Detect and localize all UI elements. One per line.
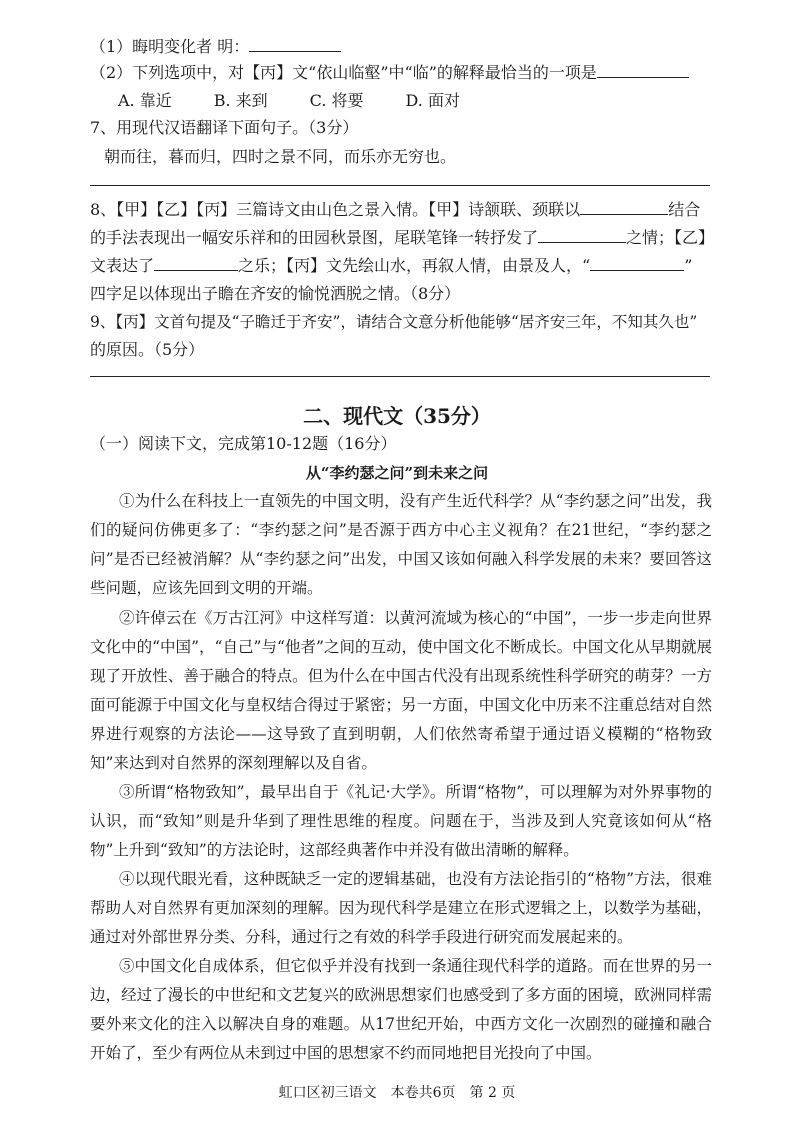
option-d[interactable]: D. 面对 (405, 91, 460, 110)
q8-line1 (90, 199, 700, 221)
option-c[interactable]: C. 将要 (309, 91, 364, 110)
q6-options (118, 90, 502, 112)
answer-blank[interactable] (580, 200, 668, 215)
q8-l2-text: 的手法表现出一幅安乐祥和的田园秋景图，尾联笔锋一转抒发了 (90, 228, 539, 247)
q8-l2-tail: 之情；【乙】 (626, 228, 715, 247)
q8-l3-mid: 之乐；【丙】文先绘山水，再叙人情，由景及人，“ (238, 256, 591, 275)
q6-sub1 (90, 36, 341, 58)
answer-blank[interactable] (597, 63, 689, 78)
answer-blank[interactable] (538, 228, 626, 243)
option-a[interactable]: A. 靠近 (118, 91, 172, 110)
q9-line1: 9、【丙】文首句提及“子瞻迁于齐安”，请结合文意分析他能够“居齐安三年，不知其久也” (90, 313, 698, 331)
answer-line-q9[interactable] (90, 376, 710, 377)
q8-line3 (90, 255, 692, 277)
option-b[interactable]: B. 来到 (213, 91, 268, 110)
q6-sub1-text: （1）晦明变化者 明： (90, 37, 250, 56)
q7-sentence: 朝而往，暮而归，四时之景不同，而乐亦无穷也。 (104, 147, 457, 166)
q8-l1-text: 8、【甲】【乙】【丙】三篇诗文由山色之景入情。【甲】诗颔联、颈联以 (90, 200, 581, 219)
q8-line2 (90, 227, 714, 249)
page-footer: 虹口区初三语文 本卷共6页 第 2 页 (278, 1085, 516, 1101)
q9-line2: 的原因。（5分） (90, 340, 205, 359)
paragraph-4: ④以现代眼光看，这种既缺乏一定的逻辑基础，也没有方法论指引的“格物”方法，很难帮助人对自然界有更加深刻的理解。因为现代科学是建立在形式逻辑之上，以数学为基础，通过对外部世界分类、分科，通过行之有效的科学手段进行研究而发展起来的。 (90, 870, 712, 946)
answer-line-q7[interactable] (90, 185, 710, 186)
article-title: 从“李约瑟之问”到未来之问 (305, 464, 489, 482)
q7-stem: 7、用现代汉语翻译下面句子。（3分） (90, 118, 359, 137)
paragraph-3: ③所谓“格物致知”，最早出自于《礼记·大学》。所谓“格物”，可以理解为对外界事物的认识，而“致知”则是升华到了理性思维的程度。问题在于，当涉及到人究竟该如何从“格物”上升到“致知”的方法论时，这部经典著作中并没有做出清晰的解释。 (90, 783, 712, 859)
answer-blank[interactable] (154, 256, 238, 271)
q6-sub2-text: （2）下列选项中，对【丙】文“依山临壑”中“临”的解释最恰当的一项是 (90, 63, 597, 82)
section-title: 二、现代文（35分） (303, 404, 491, 428)
q6-sub2 (90, 62, 689, 84)
q8-l3-text: 文表达了 (90, 256, 155, 275)
q8-l1-tail: 结合 (668, 200, 701, 219)
q8-line4: 四字足以体现出子瞻在齐安的愉悦洒脱之情。（8分） (90, 284, 461, 303)
paragraph-5: ⑤中国文化自成体系，但它似乎并没有找到一条通往现代科学的道路。而在世界的另一边，经过了漫长的中世纪和文艺复兴的欧洲思想家们也感受到了多方面的困境，欧洲同样需要外来文化的注入以解决自身的难题。从17世纪开始，中西方文化一次剧烈的碰撞和融合开始了，至少有两位从未到过中国的思想家不约而同地把目光投向了中国。 (90, 957, 712, 1062)
answer-blank[interactable] (590, 256, 684, 271)
paragraph-1: ①为什么在科技上一直领先的中国文明，没有产生近代科学？从“李约瑟之问”出发，我们的疑问仿佛更多了：“李约瑟之问”是否源于西方中心主义视角？在21世纪，“李约瑟之问”是否已经被消解？从“李约瑟之问”出发，中国又该如何融入科学发展的未来？要回答这些问题，应该先回到文明的开端。 (90, 492, 712, 597)
answer-blank[interactable] (249, 37, 341, 52)
reading-instruction: （一）阅读下文，完成第10-12题（16分） (90, 434, 397, 453)
q8-l3-tail: ” (684, 256, 693, 275)
paragraph-2: ②许倬云在《万古江河》中这样写道：以黄河流域为核心的“中国”，一步一步走向世界文化中的“中国”，“自己”与“他者”之间的互动，使中国文化不断成长。中国文化从早期就展现了开放性、善于融合的特点。但为什么在中国古代没有出现系统性科学研究的萌芽？一方面可能源于中国文化与皇权结合得过于紧密；另一方面，中国文化中历来不注重总结对自然界进行观察的方法论——这导致了直到明朝，人们依然寄希望于通过语义模糊的“格物致知”来达到对自然界的深刻理解以及自省。 (90, 609, 712, 772)
